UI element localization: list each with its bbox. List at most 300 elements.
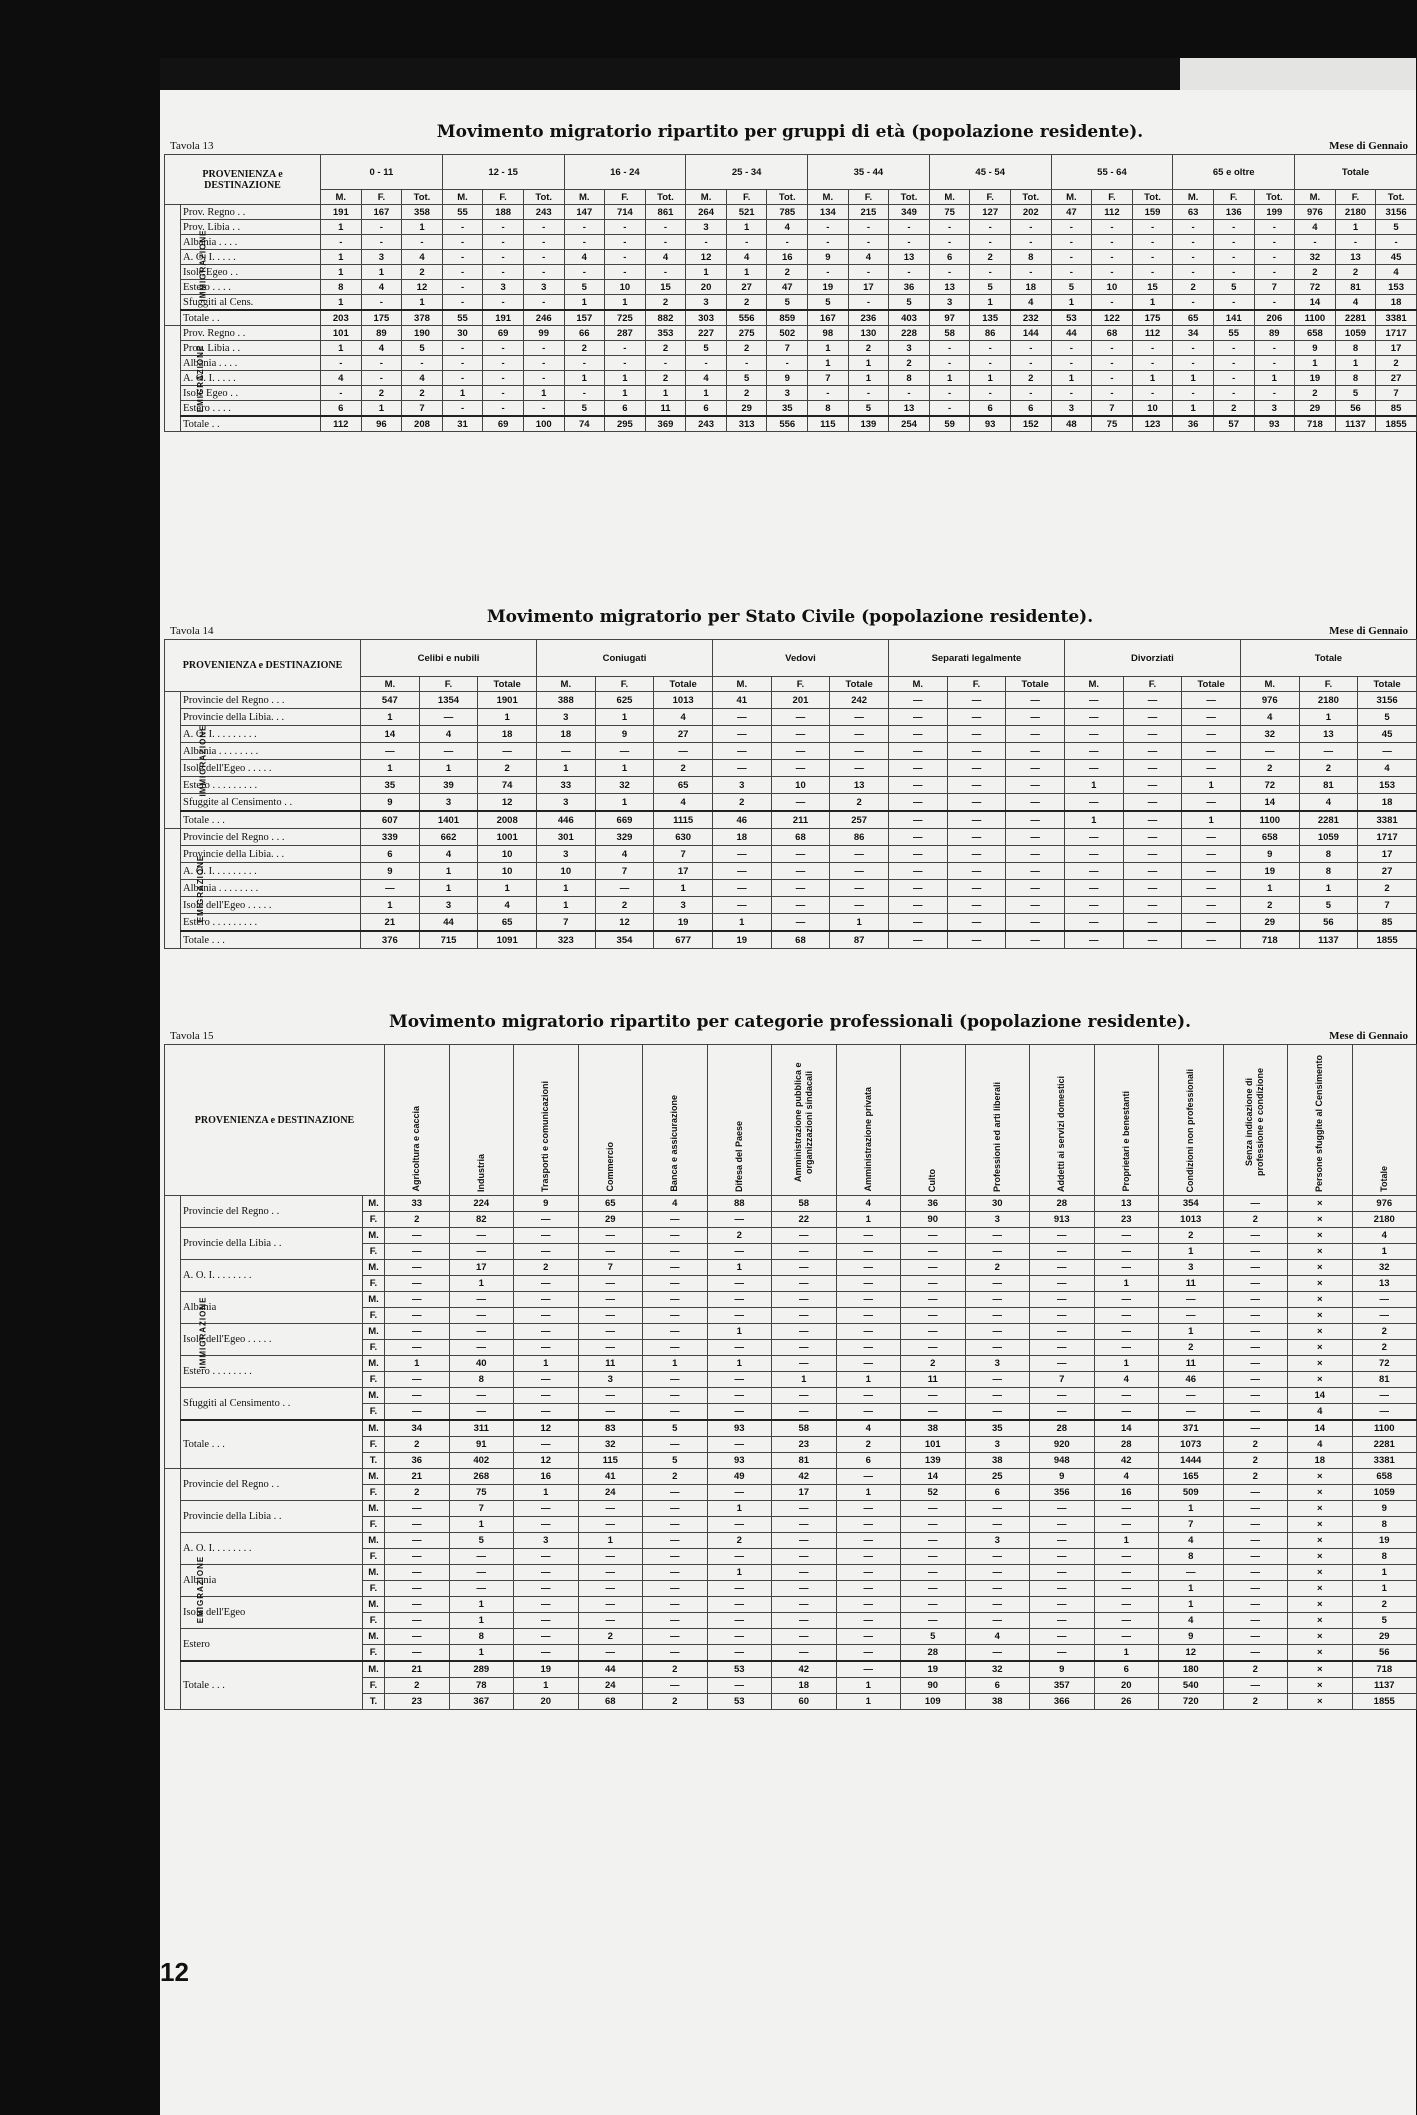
cell-value: —	[1358, 743, 1417, 760]
cell-value: —	[578, 1340, 643, 1356]
emigration-row	[165, 829, 1417, 846]
cell-value: 47	[1051, 205, 1092, 220]
total-value: —	[947, 811, 1006, 829]
cell-value: 4	[654, 709, 713, 726]
cell-value: 32	[1295, 250, 1336, 265]
total-value: 48	[1051, 416, 1092, 432]
cell-value: 4	[1295, 220, 1336, 235]
cell-value: —	[578, 1292, 643, 1308]
cell-value: 1	[1159, 1501, 1224, 1517]
total-value: 12	[514, 1420, 579, 1437]
row-label: Estero . . . . . . . . .	[181, 777, 361, 794]
total-value: 93	[1254, 416, 1295, 432]
sex-label: M.	[363, 1388, 385, 1404]
cell-value: —	[712, 897, 771, 914]
cell-value: -	[442, 295, 483, 311]
cell-value: —	[771, 846, 830, 863]
cell-value: -	[1173, 220, 1214, 235]
cell-value: 1	[361, 265, 402, 280]
immigration-row	[165, 1324, 1417, 1340]
total-value: 211	[771, 811, 830, 829]
category-header	[1094, 1045, 1159, 1196]
cell-value: —	[947, 880, 1006, 897]
cell-value: —	[449, 1308, 514, 1324]
total-value: 556	[767, 416, 808, 432]
total-value: 31	[442, 416, 483, 432]
cell-value: 30	[442, 326, 483, 341]
cell-value: 1	[419, 880, 478, 897]
cell-value: —	[965, 1404, 1030, 1421]
cell-value: -	[726, 235, 767, 250]
total-value: 208	[402, 416, 443, 432]
cell-value: -	[1132, 386, 1173, 401]
cell-value: 34	[1173, 326, 1214, 341]
cell-value: -	[889, 386, 930, 401]
immigration-row	[165, 1388, 1417, 1404]
cell-value: -	[686, 235, 727, 250]
category-header-text: Addetti ai servizi domestici	[1056, 1075, 1067, 1192]
cell-value: 101	[321, 326, 362, 341]
cell-value: 2	[478, 760, 537, 777]
cell-value: 1	[449, 1517, 514, 1533]
cell-value: —	[449, 1565, 514, 1581]
cell-value: —	[1223, 1228, 1288, 1244]
cell-value: 17	[772, 1485, 837, 1501]
total-value: 34	[385, 1420, 450, 1437]
cell-value: 4	[478, 897, 537, 914]
cell-value: —	[772, 1404, 837, 1421]
cell-value: —	[1094, 1244, 1159, 1260]
total-value: 83	[578, 1420, 643, 1437]
cell-value: 658	[1295, 326, 1336, 341]
cell-value: 3	[514, 1533, 579, 1549]
cell-value: —	[1064, 829, 1123, 846]
cell-value: —	[836, 1581, 901, 1597]
cell-value: 6	[686, 401, 727, 417]
cell-value: —	[712, 760, 771, 777]
sex-label: F.	[363, 1485, 385, 1501]
cell-value: 349	[889, 205, 930, 220]
cell-value: —	[772, 1388, 837, 1404]
total-value: 311	[449, 1420, 514, 1437]
cell-value: —	[965, 1517, 1030, 1533]
cell-value: 1	[836, 1372, 901, 1388]
row-label: Prov. Regno . .	[181, 326, 321, 341]
cell-value: -	[483, 250, 524, 265]
cell-value: 1	[1132, 295, 1173, 311]
cell-value: —	[643, 1613, 708, 1629]
category-header	[836, 1045, 901, 1196]
group-header: 55 - 64	[1051, 155, 1173, 190]
cell-value: 18	[1010, 280, 1051, 295]
cell-value: 8	[1352, 1549, 1417, 1565]
cell-value: 2	[1295, 265, 1336, 280]
cell-value: —	[643, 1565, 708, 1581]
cell-value: —	[1064, 760, 1123, 777]
cell-value: —	[361, 743, 420, 760]
total-value: 378	[402, 310, 443, 326]
cell-value: 89	[361, 326, 402, 341]
total-value: 81	[772, 1453, 837, 1469]
cell-value: —	[1094, 1324, 1159, 1340]
total-value: 93	[970, 416, 1011, 432]
cell-value: 167	[361, 205, 402, 220]
cell-value: —	[712, 709, 771, 726]
row-label: Sfuggiti al Cens.	[181, 295, 321, 311]
category-header-text: Senza indicazione di professione e condizione	[1244, 1067, 1266, 1177]
cell-value: —	[1123, 897, 1182, 914]
cell-value: 4	[321, 371, 362, 386]
cell-value: 1	[1254, 371, 1295, 386]
total-value: 206	[1254, 310, 1295, 326]
cell-value: —	[707, 1212, 772, 1228]
cell-value: 1001	[478, 829, 537, 846]
cell-value: 6	[605, 401, 646, 417]
cell-value: 65	[578, 1196, 643, 1212]
cell-value: —	[901, 1324, 966, 1340]
cell-value: -	[1173, 250, 1214, 265]
cell-value: —	[1006, 829, 1065, 846]
cell-value: -	[767, 356, 808, 371]
cell-value: —	[385, 1388, 450, 1404]
cell-value: —	[1159, 1388, 1224, 1404]
cell-value: —	[643, 1212, 708, 1228]
immigration-row	[165, 205, 1417, 220]
cell-value: -	[889, 220, 930, 235]
cell-value: —	[965, 1276, 1030, 1292]
cell-value: —	[1006, 692, 1065, 709]
cell-value: -	[483, 220, 524, 235]
cell-value: —	[385, 1565, 450, 1581]
cell-value: 201	[771, 692, 830, 709]
cell-value: 2	[848, 341, 889, 356]
total-value: 5	[643, 1453, 708, 1469]
cell-value: —	[643, 1597, 708, 1613]
total-value: 58	[772, 1420, 837, 1437]
cell-value: 2	[514, 1260, 579, 1276]
cell-value: —	[1223, 1485, 1288, 1501]
cell-value: —	[1182, 829, 1241, 846]
total-value: 718	[1240, 931, 1299, 949]
total-value: 1100	[1295, 310, 1336, 326]
cell-value: 69	[483, 326, 524, 341]
total-value: 882	[645, 310, 686, 326]
cell-value: —	[514, 1388, 579, 1404]
cell-value: 7	[1254, 280, 1295, 295]
table-13-title: Movimento migratorio ripartito per gruppi di età (popolazione residente).	[436, 122, 1144, 142]
cell-value: -	[564, 265, 605, 280]
total-value: 1855	[1376, 416, 1417, 432]
category-header	[385, 1045, 450, 1196]
cell-value: 23	[1094, 1212, 1159, 1228]
cell-value: 2	[645, 295, 686, 311]
cell-value: 13	[929, 280, 970, 295]
cell-value: —	[707, 1517, 772, 1533]
cell-value: —	[965, 1645, 1030, 1662]
total-value: 715	[419, 931, 478, 949]
total-value: 68	[578, 1694, 643, 1710]
cell-value: 1	[537, 760, 596, 777]
cell-value: —	[643, 1533, 708, 1549]
table-13-section	[164, 116, 1416, 432]
total-value: 42	[772, 1661, 837, 1678]
row-label: Provincie della Libia. . .	[181, 846, 361, 863]
cell-value: -	[1213, 235, 1254, 250]
cell-value: —	[707, 1388, 772, 1404]
cell-value: —	[1223, 1404, 1288, 1421]
cell-value: 36	[901, 1196, 966, 1212]
cell-value: -	[726, 356, 767, 371]
cell-value: -	[442, 235, 483, 250]
cell-value: -	[1213, 356, 1254, 371]
cell-value: 1	[848, 356, 889, 371]
cell-value: 7	[578, 1260, 643, 1276]
cell-value: 5	[686, 341, 727, 356]
cell-value: -	[442, 265, 483, 280]
cell-value: 22	[772, 1212, 837, 1228]
cell-value: —	[947, 709, 1006, 726]
cell-value: 6	[970, 401, 1011, 417]
total-value: 2281	[1299, 811, 1358, 829]
cell-value: 25	[965, 1469, 1030, 1485]
total-value: ×	[1288, 1678, 1353, 1694]
cell-value: —	[578, 1276, 643, 1292]
table-14-month: Mese di Gennaio	[1329, 625, 1408, 637]
cell-value: 13	[889, 401, 930, 417]
cell-value: —	[1030, 1308, 1095, 1324]
immigration-row	[165, 692, 1417, 709]
cell-value: -	[767, 235, 808, 250]
subcol-header: M.	[808, 190, 849, 205]
cell-value: -	[929, 341, 970, 356]
cell-value: 1	[1159, 1597, 1224, 1613]
cell-value: —	[965, 1565, 1030, 1581]
cell-value: 2	[1213, 401, 1254, 417]
cell-value: —	[1094, 1517, 1159, 1533]
cell-value: 3	[1051, 401, 1092, 417]
cell-value: —	[1064, 880, 1123, 897]
cell-value: 2	[1352, 1597, 1417, 1613]
cell-value: —	[888, 829, 947, 846]
cell-value: 56	[1335, 401, 1376, 417]
subcol-header: Totale	[654, 677, 713, 692]
total-value: 725	[605, 310, 646, 326]
total-value: 369	[645, 416, 686, 432]
subcol-header: F.	[595, 677, 654, 692]
group-header: Vedovi	[712, 640, 888, 677]
cell-value: —	[1223, 1292, 1288, 1308]
cell-value: —	[1223, 1645, 1288, 1662]
cell-value: 521	[726, 205, 767, 220]
cell-value: —	[1123, 726, 1182, 743]
cell-value: —	[1030, 1228, 1095, 1244]
cell-value: 2	[1223, 1212, 1288, 1228]
cell-value: -	[1173, 295, 1214, 311]
cell-value: —	[901, 1228, 966, 1244]
cell-value: -	[361, 295, 402, 311]
cell-value: 127	[970, 205, 1011, 220]
cell-value: —	[578, 1645, 643, 1662]
cell-value: 4	[419, 846, 478, 863]
cell-value: —	[772, 1308, 837, 1324]
immigration-row	[165, 726, 1417, 743]
immigration-row	[165, 794, 1417, 812]
cell-value: 28	[901, 1645, 966, 1662]
cell-value: 2	[1159, 1340, 1224, 1356]
cell-value: 33	[385, 1196, 450, 1212]
cell-value: —	[888, 760, 947, 777]
cell-value: —	[1030, 1244, 1095, 1260]
cell-value: —	[1094, 1340, 1159, 1356]
cell-value: —	[1123, 863, 1182, 880]
cell-value: 17	[848, 280, 889, 295]
cell-value: 17	[654, 863, 713, 880]
cell-value: —	[965, 1340, 1030, 1356]
cell-value: 1	[686, 386, 727, 401]
cell-value: —	[385, 1533, 450, 1549]
cell-value: 5	[1051, 280, 1092, 295]
row-label: Isole dell'Egeo . . . . .	[181, 897, 361, 914]
cell-value: —	[1030, 1292, 1095, 1308]
group-header: 16 - 24	[564, 155, 686, 190]
cell-value: 1	[707, 1565, 772, 1581]
cell-value: —	[707, 1645, 772, 1662]
cell-value: 1	[321, 220, 362, 235]
cell-value: 19	[1352, 1533, 1417, 1549]
cell-value: -	[442, 341, 483, 356]
cell-value: 785	[767, 205, 808, 220]
cell-value: -	[889, 265, 930, 280]
cell-value: 625	[595, 692, 654, 709]
cell-value: 1	[564, 371, 605, 386]
total-value: 152	[1010, 416, 1051, 432]
subcol-header: F.	[361, 190, 402, 205]
total-value: 1115	[654, 811, 713, 829]
cell-value: 56	[1352, 1645, 1417, 1662]
total-value: 74	[564, 416, 605, 432]
total-value: 367	[449, 1694, 514, 1710]
sex-label: M.	[363, 1501, 385, 1517]
cell-value: 976	[1352, 1196, 1417, 1212]
emigration-row	[165, 1629, 1417, 1645]
row-label: Isole Egeo . .	[181, 265, 321, 280]
emigration-total-row	[165, 1661, 1417, 1678]
cell-value: 4	[1288, 1404, 1353, 1421]
cell-value: -	[808, 220, 849, 235]
sex-label: F.	[363, 1244, 385, 1260]
cell-value: 6	[929, 250, 970, 265]
cell-value: —	[1006, 794, 1065, 812]
cell-value: —	[947, 777, 1006, 794]
total-label: Totale . . .	[181, 811, 361, 829]
cell-value: -	[1132, 250, 1173, 265]
cell-value: -	[929, 265, 970, 280]
cell-value: 19	[1240, 863, 1299, 880]
cell-value: —	[514, 1324, 579, 1340]
cell-value: 2	[1173, 280, 1214, 295]
category-header	[965, 1045, 1030, 1196]
total-value: 1	[1182, 811, 1241, 829]
cell-value: 9	[1352, 1501, 1417, 1517]
cell-value: -	[523, 401, 564, 417]
cell-value: 2180	[1335, 205, 1376, 220]
emigration-row	[165, 326, 1417, 341]
cell-value: 1	[929, 371, 970, 386]
cell-value: —	[707, 1597, 772, 1613]
cell-value: —	[707, 1581, 772, 1597]
cell-value: 1	[1335, 220, 1376, 235]
cell-value: —	[771, 897, 830, 914]
cell-value: -	[442, 371, 483, 386]
subcol-header: M.	[1173, 190, 1214, 205]
cell-value: —	[1094, 1549, 1159, 1565]
cell-value: —	[965, 1244, 1030, 1260]
cell-value: 1	[1064, 777, 1123, 794]
cell-value: 1	[361, 897, 420, 914]
cell-value: —	[901, 1533, 966, 1549]
cell-value: —	[836, 1228, 901, 1244]
cell-value: —	[707, 1276, 772, 1292]
cell-value: —	[1006, 880, 1065, 897]
cell-value: —	[385, 1629, 450, 1645]
cell-value: 4	[1094, 1372, 1159, 1388]
cell-value: 10	[478, 863, 537, 880]
total-value: 9	[1030, 1661, 1095, 1678]
total-value: —	[643, 1437, 708, 1453]
cell-value: 1013	[1159, 1212, 1224, 1228]
cell-value: -	[1051, 265, 1092, 280]
cell-value: —	[1123, 777, 1182, 794]
cell-value: 2	[889, 356, 930, 371]
cell-value: —	[514, 1549, 579, 1565]
cell-value: 11	[1159, 1356, 1224, 1372]
cell-value: —	[385, 1340, 450, 1356]
cell-value: 11	[901, 1372, 966, 1388]
cell-value: —	[1094, 1629, 1159, 1645]
cell-value: 1	[321, 250, 362, 265]
cell-value: 1	[1094, 1645, 1159, 1662]
cell-value: —	[1006, 914, 1065, 932]
total-value: —	[1064, 931, 1123, 949]
cell-value: 7	[1030, 1372, 1095, 1388]
group-header: Totale	[1240, 640, 1416, 677]
cell-value: 35	[767, 401, 808, 417]
total-value: 1091	[478, 931, 537, 949]
cell-value: —	[1064, 692, 1123, 709]
cell-value: 4	[595, 846, 654, 863]
cell-value: 18	[1358, 794, 1417, 812]
cell-value: —	[1182, 743, 1241, 760]
cell-value: —	[830, 897, 889, 914]
cell-value: -	[1010, 356, 1051, 371]
cell-value: 199	[1254, 205, 1295, 220]
total-value: 254	[889, 416, 930, 432]
row-label: Sfuggite al Censimento . .	[181, 794, 361, 812]
total-value: 2	[385, 1678, 450, 1694]
row-label: Isole dell'Egeo	[181, 1597, 363, 1629]
cell-value: 46	[1159, 1372, 1224, 1388]
total-value: 6	[1094, 1661, 1159, 1678]
cell-value: ×	[1288, 1613, 1353, 1629]
total-value: 97	[929, 310, 970, 326]
category-header-text: Difesa del Paese	[733, 1120, 744, 1192]
cell-value: -	[321, 386, 362, 401]
cell-value: —	[1030, 1260, 1095, 1276]
total-value: 100	[523, 416, 564, 432]
sex-label: M.	[363, 1292, 385, 1308]
cell-value: 29	[578, 1212, 643, 1228]
cell-value: —	[1182, 760, 1241, 777]
